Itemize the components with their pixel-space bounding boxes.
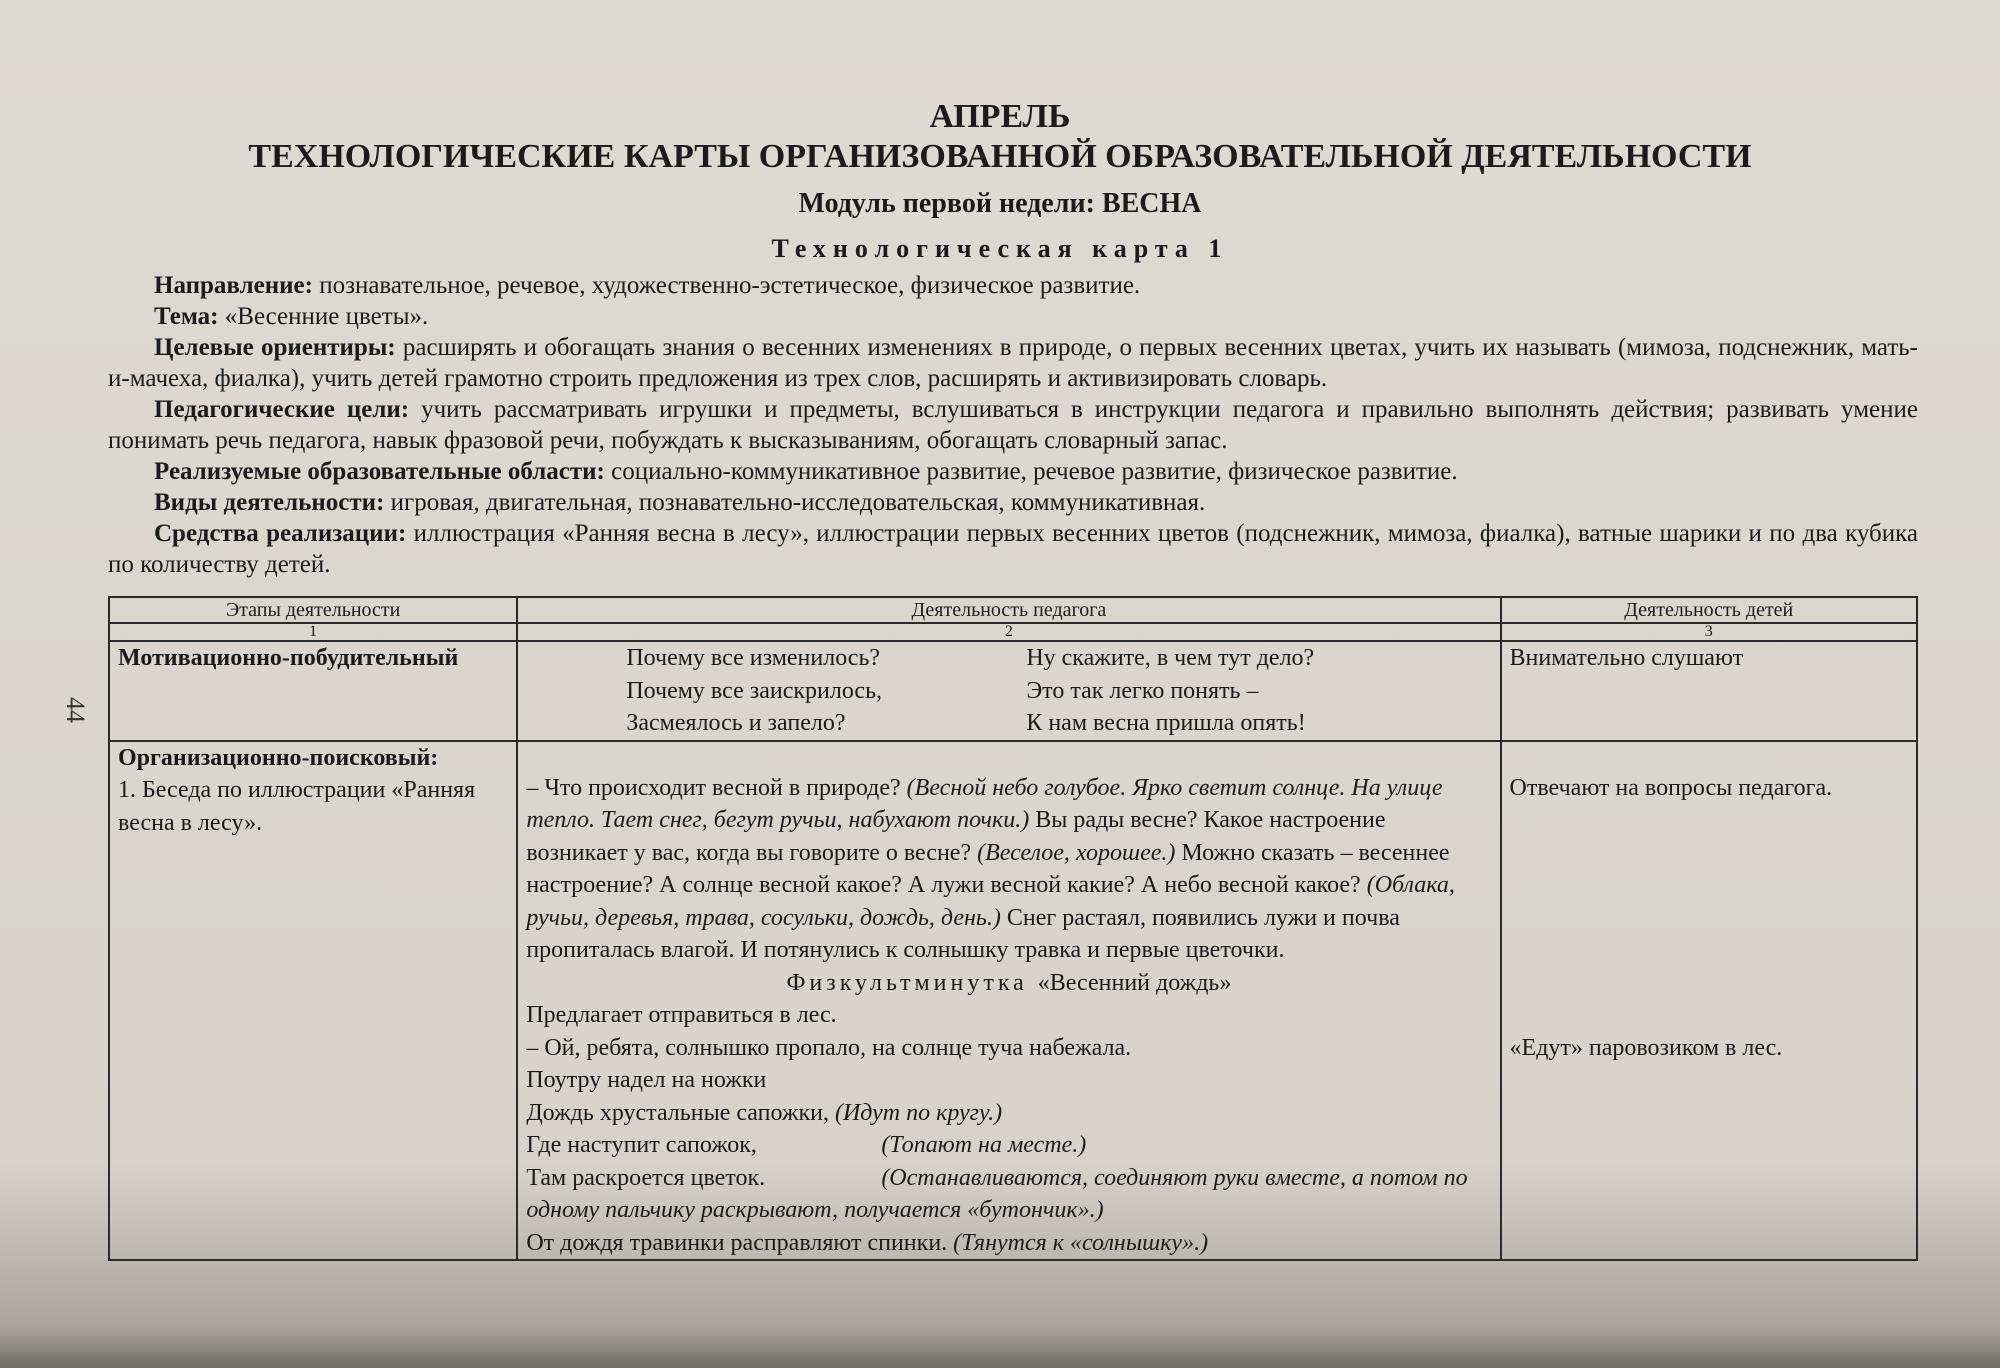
intro-section (108, 270, 1918, 580)
poem (526, 642, 1491, 740)
instruction-line: Предлагает отправиться в лес. (526, 1002, 837, 1028)
rhyme-text: Там раскроется цветок. (526, 1164, 766, 1191)
instruction-line: – Ой, ребята, солнышко пропало, на солнце туча набежала. (526, 1034, 1132, 1061)
theme-text: «Весенние цветы». (218, 303, 429, 330)
fizkult-name: «Весенний дождь» (1037, 969, 1232, 996)
table-number-row (109, 623, 1917, 641)
movement-note: (Останавливаются, соединяют руки вместе, а потом по одному пальчику раскрывают, получается «бутончик».) (526, 1164, 1468, 1223)
kinds-text: игровая, двигательная, познавательно-исследовательская, коммуникативная. (384, 489, 1206, 516)
column-number: 1 (109, 623, 517, 641)
direction-label: Направление: (154, 272, 313, 299)
poem-left-column (626, 642, 1026, 740)
poem-line: Это так легко понять – (1026, 677, 1259, 704)
module-title: Модуль первой недели: ВЕСНА (798, 188, 1202, 219)
table-row (109, 641, 1917, 741)
areas-text: социально-коммуникативное развитие, речевое развитие, физическое развитие. (604, 458, 1458, 485)
stage-cell: Мотивационно-побудительный (109, 641, 517, 741)
means-paragraph (108, 518, 1918, 580)
poem-right-column (1026, 642, 1426, 740)
means-label: Средства реализации: (154, 520, 407, 547)
main-title: ТЕХНОЛОГИЧЕСКИЕ КАРТЫ ОРГАНИЗОВАННОЙ ОБРАЗОВАТЕЛЬНОЙ ДЕЯТЕЛЬНОСТИ (248, 138, 1752, 175)
spacer (1510, 742, 1908, 772)
fizkult-word: Физкультминутка (786, 969, 1028, 996)
rhyme-text: Где наступит сапожок, (526, 1132, 757, 1158)
header-teacher: Деятельность педагога (517, 597, 1500, 623)
movement-note: (Идут по кругу.) (834, 1099, 1003, 1126)
theme-label: Тема: (154, 303, 219, 330)
children-cell (1501, 741, 1917, 1261)
pedagogical-text: учить рассматривать игрушки и предметы, вслушиваться в инструкции педагога и правильно выполнять действия; развивать умение понимать речь педагога, навык фразовой речи, побуждать к высказываниям, обогащать словарный запас. (108, 396, 1918, 454)
spacer (1510, 804, 1908, 1032)
teacher-cell (517, 741, 1500, 1261)
goals-label: Целевые ориентиры: (154, 334, 396, 361)
table-header-row (109, 597, 1917, 623)
poem-line: К нам весна пришла опять! (1026, 710, 1306, 736)
teacher-cell (517, 641, 1500, 741)
month-title: АПРЕЛЬ (929, 98, 1071, 135)
poem-line: Почему все изменилось? (626, 645, 881, 671)
rhyme-text: Дождь хрустальные сапожки, (526, 1099, 835, 1126)
stage-cell (109, 741, 517, 1261)
poem-line: Почему все заискрилось, (626, 677, 883, 704)
conversation-text: Можно сказать – весеннее настроение? А солнце весной какое? А лужи весной какие? А небо весной какое? (526, 839, 1450, 898)
means-text: иллюстрация «Ранняя весна в лесу», иллюстрации первых весенних цветов (подснежник, мимоза, фиалка), ватные шарики и по два кубика по количеству детей. (108, 520, 1918, 578)
conversation-paragraph (526, 772, 1491, 967)
poem-line: Ну скажите, в чем тут дело? (1026, 645, 1315, 671)
expected-answer: (Облака, ручьи, деревья, трава, сосульки, дождь, день.) (526, 872, 1455, 931)
goals-paragraph (108, 332, 1918, 394)
direction-paragraph (108, 270, 1918, 301)
rhyme-line (526, 1227, 1491, 1260)
rhyme-line (526, 1129, 1491, 1162)
kinds-paragraph (108, 487, 1918, 518)
areas-label: Реализуемые образовательные области: (154, 458, 605, 485)
conversation-text: Снег растаял, появились лужи и почва пропиталась влагой. И потянулись к солнышку травка и первые цветочки. (526, 904, 1400, 963)
header-stages: Этапы деятельности (109, 597, 517, 623)
activity-table (108, 596, 1918, 1261)
direction-text: познавательное, речевое, художественно-эстетическое, физическое развитие. (312, 272, 1141, 299)
theme-paragraph (108, 301, 1918, 332)
rhyme-line (526, 1097, 1491, 1130)
poem-line: Засмеялось и запело? (626, 710, 846, 736)
movement-note: (Тянутся к «солнышку».) (953, 1229, 1209, 1256)
conversation-text: Вы рады весне? Какое настроение возникает у вас, когда вы говорите о весне? (526, 807, 1386, 866)
children-cell: Внимательно слушают (1501, 641, 1917, 741)
column-number: 2 (517, 623, 1500, 641)
page-number: 44 (61, 697, 90, 723)
header-children: Деятельность детей (1501, 597, 1917, 623)
fizkult-heading (526, 967, 1491, 1000)
table-row (109, 741, 1917, 1261)
movement-note: (Топают на месте.) (881, 1132, 1087, 1158)
conversation-text: – Что происходит весной в природе? (526, 774, 907, 801)
pedagogical-paragraph (108, 394, 1918, 456)
children-activity: «Едут» паровозиком в лес. (1509, 1035, 1783, 1061)
column-number: 3 (1501, 623, 1917, 641)
areas-paragraph (108, 456, 1918, 487)
stage-item: 1. Беседа по иллюстрации «Ранняя весна в лесу». (118, 777, 476, 836)
stage-title: Организационно-поисковый: (118, 744, 439, 771)
children-activity: Отвечают на вопросы педагога. (1509, 774, 1833, 801)
rhyme-line: Поутру надел на ножки (526, 1067, 767, 1093)
expected-answer: (Весной небо голубое. Ярко светит солнце. На улице тепло. Тает снег, бегут ручьи, набухают почки.) (526, 774, 1443, 833)
rhyme-line (526, 1162, 1491, 1227)
pedagogical-label: Педагогические цели: (154, 396, 410, 423)
kinds-label: Виды деятельности: (154, 489, 385, 516)
expected-answer: (Веселое, хорошее.) (977, 839, 1176, 866)
card-title: Технологическая карта 1 (771, 234, 1229, 263)
spacer (526, 742, 1491, 772)
rhyme-text: От дождя травинки расправляют спинки. (526, 1229, 954, 1256)
goals-text: расширять и обогащать знания о весенних изменениях в природе, о первых весенних цветах, учить их называть (мимоза, подснежник, мать-и-мачеха, фиалка), учить детей грамотно строить предложения из трех слов, расширять и активизировать словарь. (108, 334, 1918, 392)
